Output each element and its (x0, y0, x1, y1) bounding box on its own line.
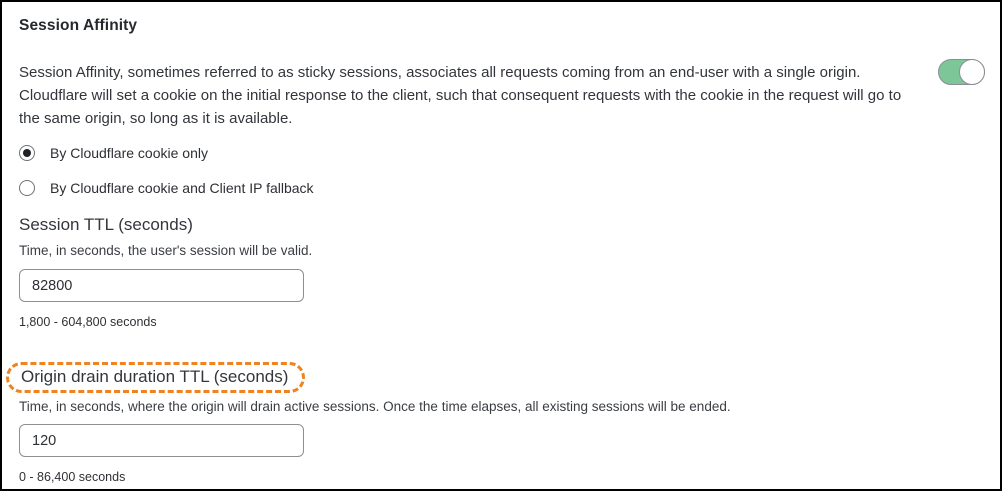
radio-option-label: By Cloudflare cookie only (50, 145, 208, 161)
radio-button-icon[interactable] (19, 145, 35, 161)
panel-description: Session Affinity, sometimes referred to as sticky sessions, associates all requests coming from an end-user with a single origin. Cloudflare will set a cookie on the initial response to the client, such that consequent requests with the cookie in the request will go to the same origin, so long as it is available. (19, 64, 902, 127)
session-affinity-toggle[interactable] (938, 59, 985, 85)
session-ttl-input[interactable] (19, 269, 304, 302)
origin-drain-annotation-highlight (6, 362, 305, 393)
session-ttl-section (19, 215, 983, 329)
radio-option-cookie-and-ip[interactable] (19, 180, 983, 196)
radio-option-label: By Cloudflare cookie and Client IP fallback (50, 180, 314, 196)
radio-button-icon[interactable] (19, 180, 35, 196)
origin-drain-section (19, 349, 983, 484)
session-ttl-range-hint: 1,800 - 604,800 seconds (19, 315, 157, 329)
radio-option-cookie-only[interactable] (19, 145, 983, 161)
origin-drain-heading: Origin drain duration TTL (seconds) (21, 367, 289, 386)
session-ttl-heading: Session TTL (seconds) (19, 215, 193, 234)
panel-title: Session Affinity (19, 17, 138, 34)
affinity-mode-radio-group (19, 145, 983, 196)
origin-drain-input[interactable] (19, 424, 304, 457)
toggle-knob (959, 59, 985, 85)
panel-content (2, 2, 1000, 489)
origin-drain-range-hint: 0 - 86,400 seconds (19, 470, 126, 484)
origin-drain-help-text: Time, in seconds, where the origin will drain active sessions. Once the time elapses, all existing sessions will be ended. (19, 399, 731, 414)
session-ttl-help-text: Time, in seconds, the user's session will be valid. (19, 243, 313, 258)
